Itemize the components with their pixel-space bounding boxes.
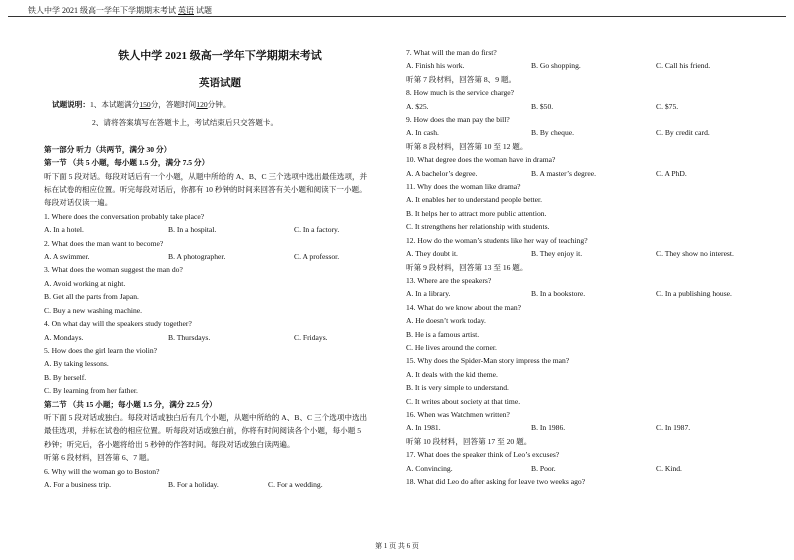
material-note: 听第 8 段材料，回答第 10 至 12 题。 [406, 141, 528, 151]
options-row [44, 478, 396, 491]
question-stem: 13. Where are the speakers? [406, 275, 492, 285]
option-c: C. He lives around the corner. [406, 342, 497, 352]
option-a: A. He doesn’t work today. [406, 316, 486, 326]
question-stem: 17. What does the speaker think of Leo’s excuses? [406, 450, 560, 460]
option-b: B. Thursdays. [168, 332, 211, 342]
option-b: B. Get all the parts from Japan. [44, 292, 139, 302]
option-b: B. For a holiday. [168, 479, 219, 489]
options-row [406, 462, 778, 475]
option-c: C. In a factory. [294, 225, 340, 235]
option-c: C. For a wedding. [268, 479, 323, 489]
section2-directions: 听下面 5 段对话或独白。每段对话或独白后有几个小题，从题中所给的 A、B、C 三个选项中选出 [44, 412, 368, 422]
question-stem: 16. When was Watchmen written? [406, 409, 510, 419]
option-c: C. A PhD. [656, 168, 687, 178]
question-stem: 11. Why does the woman like drama? [406, 182, 521, 192]
option-a: A. Mondays. [44, 332, 84, 342]
option-b: B. A master’s degree. [531, 168, 597, 178]
question-stem: 14. What do we know about the man? [406, 302, 522, 312]
option-b: B. Poor. [531, 463, 556, 473]
option-b: B. By cheque. [531, 128, 575, 138]
question-stem: 5. How does the girl learn the violin? [44, 345, 158, 355]
section2-heading: 第二节 （共 15 小题；每小题 1.5 分，满分 22.5 分） [44, 399, 217, 409]
option-b: B. They enjoy it. [531, 249, 583, 259]
question-stem: 15. Why does the Spider-Man story impress the man? [406, 356, 570, 366]
option-b: B. $50. [531, 101, 554, 111]
option-c: C. In 1987. [656, 423, 691, 433]
option-c: C. Kind. [656, 463, 682, 473]
option-c: C. It writes about society at that time. [406, 396, 521, 406]
options-row [406, 59, 778, 72]
question-stem: 18. What did Leo do after asking for leave two weeks ago? [406, 477, 586, 486]
options-row [44, 331, 396, 344]
part-heading: 第一部分 听力（共两节，满分 30 分） [44, 144, 172, 154]
option-b: B. A photographer. [168, 252, 226, 262]
question-stem: 2. What does the man want to become? [44, 238, 164, 248]
option-a: A. For a business trip. [44, 479, 112, 489]
options-row [406, 287, 778, 300]
question-stem: 8. How much is the service charge? [406, 88, 515, 98]
option-b: B. By herself. [44, 372, 87, 382]
question-stem: 6. Why will the woman go to Boston? [44, 466, 160, 476]
material-note: 听第 9 段材料，回答第 13 至 16 题。 [406, 262, 528, 272]
option-c: C. It strengthens her relationship with students. [406, 222, 550, 232]
option-b: B. He is a famous artist. [406, 329, 480, 339]
material-note: 听第 7 段材料，回答第 8、9 题。 [406, 74, 517, 84]
option-c: C. Call his friend. [656, 61, 711, 71]
option-a: A. Avoid working at night. [44, 278, 126, 288]
material-note: 听第 10 段材料，回答第 17 至 20 题。 [406, 436, 532, 446]
option-c: C. Buy a new washing machine. [44, 305, 143, 315]
option-a: A. They doubt it. [406, 249, 458, 259]
option-a: A. In 1981. [406, 423, 441, 433]
option-a: A. Convincing. [406, 463, 453, 473]
option-b: B. In 1986. [531, 423, 566, 433]
option-b: B. In a hospital. [168, 225, 217, 235]
options-row [44, 250, 396, 263]
page-header: 铁人中学 2021 级高一学年下学期期末考试 英语 试题 [28, 6, 212, 15]
question-stem: 7. What will the man do first? [406, 48, 497, 57]
option-c: C. $75. [656, 101, 679, 111]
section1-heading: 第一节 （共 5 小题，每小题 1.5 分，满分 7.5 分） [44, 158, 210, 168]
options-row [406, 247, 778, 260]
exam-subtitle: 英语试题 [199, 78, 241, 89]
material-note: 听第 6 段材料，回答第 6、7 题。 [44, 453, 155, 463]
section1-directions: 听下面 5 段对话。每段对话后有一个小题，从题中所给的 A、B、C 三个选项中选出最佳选项，并 [44, 171, 368, 181]
options-row [406, 100, 778, 113]
options-row [406, 126, 778, 139]
instructions-line-2: 2、请将答案填写在答题卡上，考试结束后只交答题卡。 [92, 118, 279, 128]
option-a: A. Finish his work. [406, 61, 465, 71]
option-c: C. By credit card. [656, 128, 710, 138]
option-c: C. By learning from her father. [44, 386, 138, 396]
option-b: B. It is very simple to understand. [406, 383, 509, 393]
option-a: A. It enables her to understand people better. [406, 195, 543, 205]
options-row [44, 223, 396, 236]
question-stem: 4. On what day will the speakers study together? [44, 319, 192, 329]
question-stem: 9. How does the man pay the bill? [406, 115, 510, 125]
option-a: A. By taking lessons. [44, 359, 109, 369]
option-a: A. It deals with the kid theme. [406, 369, 498, 379]
subject: 英语 [178, 6, 194, 15]
options-row [406, 421, 778, 434]
option-b: B. In a bookstore. [531, 289, 586, 299]
option-b: B. Go shopping. [531, 61, 581, 71]
question-stem: 1. Where does the conversation probably take place? [44, 211, 205, 221]
option-a: A. In cash. [406, 128, 439, 138]
option-a: A. In a library. [406, 289, 451, 299]
option-a: A. In a hotel. [44, 225, 84, 235]
right-column [406, 46, 778, 488]
option-c: C. They show no interest. [656, 249, 734, 259]
option-a: A. $25. [406, 101, 429, 111]
option-c: C. Fridays. [294, 332, 328, 342]
section2-directions: 最佳选项，并标在试卷的相应位置。听每段对话或独白前，你将有时间阅读各个小题，每小题 5 [44, 426, 362, 436]
option-c: C. In a publishing house. [656, 289, 732, 299]
option-b: B. It helps her to attract more public attention. [406, 208, 547, 218]
option-a: A. A bachelor’s degree. [406, 168, 478, 178]
section2-directions: 秒钟；听完后，各小题将给出 5 秒钟的作答时间。每段对话或独白读两遍。 [44, 439, 295, 449]
exam-title: 铁人中学 2021 级高一学年下学期期末考试 [118, 50, 322, 62]
option-c: C. A professor. [294, 252, 340, 262]
page-number: 第 1 页 共 6 页 [375, 541, 419, 550]
left-column [44, 98, 396, 491]
question-stem: 12. How do the woman’s students like her way of teaching? [406, 235, 588, 245]
options-row [406, 167, 778, 180]
header-divider [8, 16, 786, 17]
section1-directions: 标在试卷的相应位置。听完每段对话后，你都有 10 秒钟的时间来回答有关小题和阅读下一小题。 [44, 185, 367, 195]
instructions-line-1: 试题说明：1、本试题满分150分，答题时间120分钟。 [52, 100, 231, 109]
question-stem: 3. What does the woman suggest the man do? [44, 265, 183, 275]
question-stem: 10. What degree does the woman have in drama? [406, 155, 556, 165]
section1-directions: 每段对话仅读一遍。 [44, 198, 113, 208]
option-a: A. A swimmer. [44, 252, 90, 262]
